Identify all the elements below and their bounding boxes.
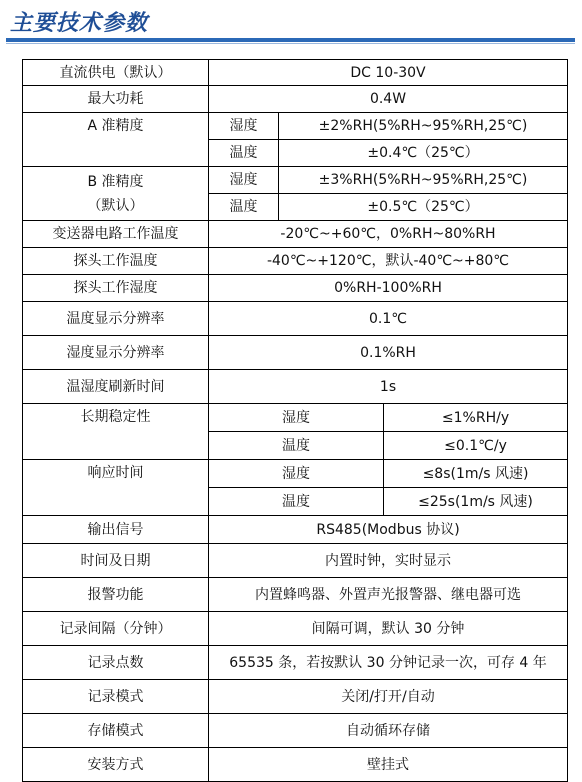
row-value: -40℃~+120℃，默认-40℃~+80℃ xyxy=(209,248,568,275)
row-value: 65535 条，若按默认 30 分钟记录一次，可存 4 年 xyxy=(209,646,568,680)
sub-label: 温度 xyxy=(209,432,384,460)
row-value: ≤1%RH/y xyxy=(384,404,568,432)
row-value: 壁挂式 xyxy=(209,748,568,782)
row-label: 长期稳定性 xyxy=(23,404,209,460)
table-row xyxy=(23,578,568,612)
row-label: A 准精度 xyxy=(23,113,209,167)
sub-label: 湿度 xyxy=(209,404,384,432)
row-value: 1s xyxy=(209,370,568,404)
row-value: RS485(Modbus 协议) xyxy=(209,516,568,544)
spec-table xyxy=(22,59,568,782)
row-value: ≤0.1℃/y xyxy=(384,432,568,460)
row-value: 自动循环存储 xyxy=(209,714,568,748)
sub-label: 温度 xyxy=(209,488,384,516)
title-underline xyxy=(6,38,575,42)
title-underline-thin xyxy=(6,43,575,44)
table-row xyxy=(23,646,568,680)
row-label: 直流供电（默认） xyxy=(23,60,209,86)
table-row xyxy=(23,86,568,113)
row-label: 安装方式 xyxy=(23,748,209,782)
row-value: ≤25s(1m/s 风速) xyxy=(384,488,568,516)
row-label: 温度显示分辨率 xyxy=(23,302,209,336)
table-row xyxy=(23,516,568,544)
sub-label: 温度 xyxy=(209,140,279,167)
table-row xyxy=(23,370,568,404)
table-row xyxy=(23,714,568,748)
row-value: 0.4W xyxy=(209,86,568,113)
row-value: ±2%RH(5%RH~95%RH,25℃) xyxy=(279,113,568,140)
row-value: ±0.4℃（25℃） xyxy=(279,140,568,167)
row-label: 最大功耗 xyxy=(23,86,209,113)
row-value: -20℃~+60℃，0%RH~80%RH xyxy=(209,221,568,248)
page-title: 主要技术参数 xyxy=(10,11,149,36)
row-label: 响应时间 xyxy=(23,460,209,516)
table-row xyxy=(23,275,568,302)
table-row xyxy=(23,748,568,782)
row-value: 内置时钟，实时显示 xyxy=(209,544,568,578)
table-row xyxy=(23,612,568,646)
row-label: 记录模式 xyxy=(23,680,209,714)
row-value: 0%RH-100%RH xyxy=(209,275,568,302)
row-label: 报警功能 xyxy=(23,578,209,612)
row-value: ±3%RH(5%RH~95%RH,25℃) xyxy=(279,167,568,194)
table-row xyxy=(23,302,568,336)
row-label: 输出信号 xyxy=(23,516,209,544)
table-row xyxy=(23,113,568,140)
row-label: 湿度显示分辨率 xyxy=(23,336,209,370)
row-label: 变送器电路工作温度 xyxy=(23,221,209,248)
table-row xyxy=(23,460,568,488)
row-label: 存储模式 xyxy=(23,714,209,748)
row-label: 记录间隔（分钟） xyxy=(23,612,209,646)
table-row xyxy=(23,167,568,194)
sub-label: 湿度 xyxy=(209,113,279,140)
row-label: 记录点数 xyxy=(23,646,209,680)
table-row xyxy=(23,336,568,370)
row-label: 探头工作温度 xyxy=(23,248,209,275)
row-value: 0.1%RH xyxy=(209,336,568,370)
table-row xyxy=(23,60,568,86)
table-row xyxy=(23,404,568,432)
row-value: 间隔可调，默认 30 分钟 xyxy=(209,612,568,646)
table-row xyxy=(23,221,568,248)
row-label: 探头工作湿度 xyxy=(23,275,209,302)
row-label-line: B 准精度 xyxy=(87,173,144,190)
sub-label: 湿度 xyxy=(209,460,384,488)
row-value: 关闭/打开/自动 xyxy=(209,680,568,714)
table-row xyxy=(23,248,568,275)
row-value: ≤8s(1m/s 风速) xyxy=(384,460,568,488)
row-label: 温湿度刷新时间 xyxy=(23,370,209,404)
row-value: 内置蜂鸣器、外置声光报警器、继电器可选 xyxy=(209,578,568,612)
sub-label: 温度 xyxy=(209,194,279,221)
row-label-line: （默认） xyxy=(87,197,144,214)
row-label xyxy=(23,167,209,221)
table-row xyxy=(23,680,568,714)
table-row xyxy=(23,544,568,578)
row-label: 时间及日期 xyxy=(23,544,209,578)
row-value: 0.1℃ xyxy=(209,302,568,336)
row-value: DC 10-30V xyxy=(209,60,568,86)
sub-label: 湿度 xyxy=(209,167,279,194)
row-value: ±0.5℃（25℃） xyxy=(279,194,568,221)
